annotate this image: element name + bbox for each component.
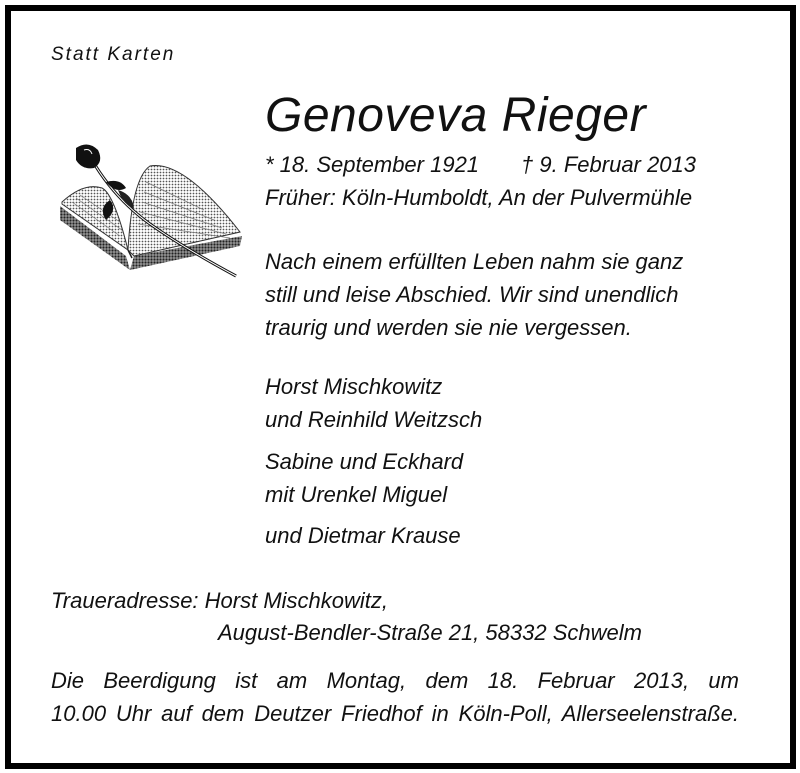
message — [265, 245, 683, 344]
mourning-address-label: Traueradresse: Horst Mischkowitz, — [51, 588, 389, 613]
mourner-line: Horst Mischkowitz — [265, 374, 443, 399]
message-line: still und leise Abschied. Wir sind unendlich — [265, 282, 679, 307]
mourning-address-street: August-Bendler-Straße 21, 58332 Schwelm — [218, 620, 642, 645]
mourner-line: und Dietmar Krause — [265, 523, 461, 548]
funeral-line: Die Beerdigung ist am Montag, dem 18. Februar 2013, um — [51, 668, 739, 693]
message-line: Nach einem erfüllten Leben nahm sie ganz — [265, 249, 684, 274]
mourner-line: und Reinhild Weitzsch — [265, 407, 483, 432]
header-note: Statt Karten — [51, 44, 176, 65]
mourner-line: Sabine und Eckhard — [265, 449, 464, 474]
book-with-rose-icon — [54, 138, 244, 288]
mourner-group — [265, 370, 482, 436]
birth-date: * 18. September 1921 — [265, 152, 480, 177]
death-date: † 9. Februar 2013 — [521, 152, 696, 177]
funeral-line: 10.00 Uhr auf dem Deutzer Friedhof in Köln-Poll, Allerseelenstraße. — [51, 701, 739, 726]
mourner-group — [265, 519, 461, 552]
former-address: Früher: Köln-Humboldt, An der Pulvermühle — [265, 185, 693, 210]
mourner-group — [265, 445, 463, 511]
funeral-info — [51, 664, 739, 730]
deceased-name: Genoveva Rieger — [265, 89, 647, 142]
message-line: traurig und werden sie nie vergessen. — [265, 315, 632, 340]
mourner-line: mit Urenkel Miguel — [265, 482, 448, 507]
life-dates — [265, 152, 696, 178]
